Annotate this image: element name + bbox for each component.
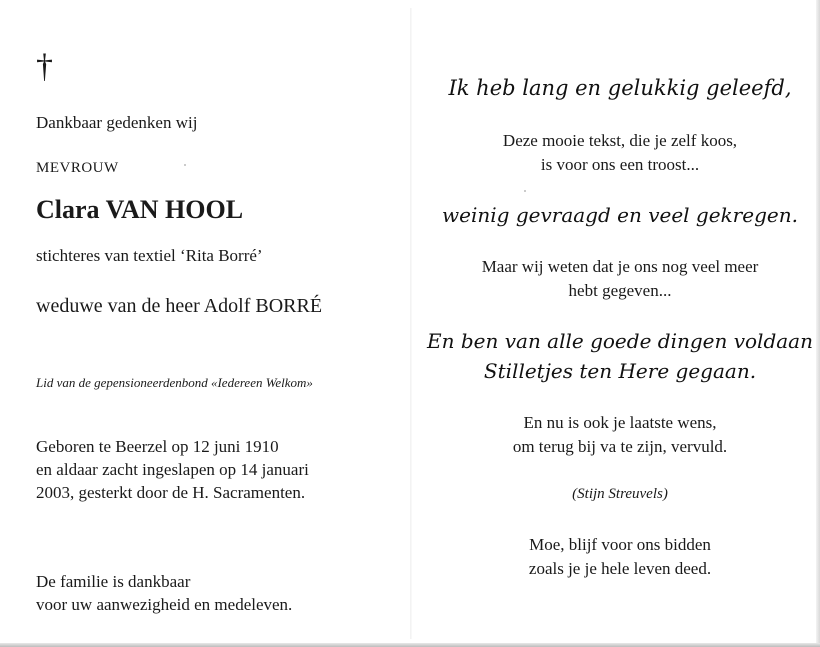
paragraph-1-line-2: is voor ons een troost...: [540, 155, 700, 174]
paragraph-2-line-1: Maar wij weten dat je ons nog veel meer: [481, 257, 759, 276]
thanks-block: [36, 570, 292, 616]
paper-speck: [524, 190, 526, 192]
paper-speck: [184, 164, 186, 166]
intro-text: Dankbaar gedenken wij: [36, 113, 198, 132]
thanks-line-1: De familie is dankbaar: [36, 572, 191, 591]
widow-text: weduwe van de heer Adolf BORRÉ: [36, 295, 323, 317]
center-fold: [410, 8, 412, 639]
verse-line-3: En ben van alle goede dingen voldaan: [427, 329, 813, 353]
paragraph-1-line-1: Deze mooie tekst, die je zelf koos,: [502, 131, 738, 150]
author-citation: (Stijn Streuvels): [572, 486, 668, 502]
card-edge-bottom: [0, 643, 820, 647]
paragraph-1: [420, 129, 820, 177]
verse-line-2: weinig gevraagd en veel gekregen.: [442, 203, 798, 227]
cross-icon: †: [36, 48, 53, 85]
verse-line-4: Stilletjes ten Here gegaan.: [483, 359, 757, 383]
paragraph-4-line-2: zoals je je hele leven deed.: [528, 559, 712, 578]
paragraph-4-line-1: Moe, blijf voor ons bidden: [529, 535, 711, 554]
birth-line-1: Geboren te Beerzel op 12 juni 1910: [36, 437, 279, 456]
birth-line-2: en aldaar zacht ingeslapen op 14 januari: [36, 460, 309, 479]
membership-text: Lid van de gepensioneerdenbond «Iedereen Welkom»: [36, 375, 313, 390]
verse-line-1: Ik heb lang en gelukkig geleefd,: [448, 76, 792, 100]
paragraph-4: [420, 533, 820, 581]
paragraph-2: [420, 255, 820, 303]
paragraph-3-line-2: om terug bij va te zijn, vervuld.: [512, 437, 728, 456]
paragraph-3: [420, 411, 820, 459]
birth-line-3: 2003, gesterkt door de H. Sacramenten.: [36, 483, 306, 502]
verse-block-3: [420, 326, 820, 386]
paragraph-2-line-2: hebt gegeven...: [568, 281, 672, 300]
founder-text: stichteres van textiel ‘Rita Borré’: [36, 246, 263, 265]
paragraph-3-line-1: En nu is ook je laatste wens,: [523, 413, 717, 432]
honorific: MEVROUW: [36, 160, 119, 176]
birth-death-block: [36, 435, 309, 504]
thanks-line-2: voor uw aanwezigheid en medeleven.: [36, 595, 293, 614]
deceased-name: Clara VAN HOOL: [36, 195, 244, 224]
